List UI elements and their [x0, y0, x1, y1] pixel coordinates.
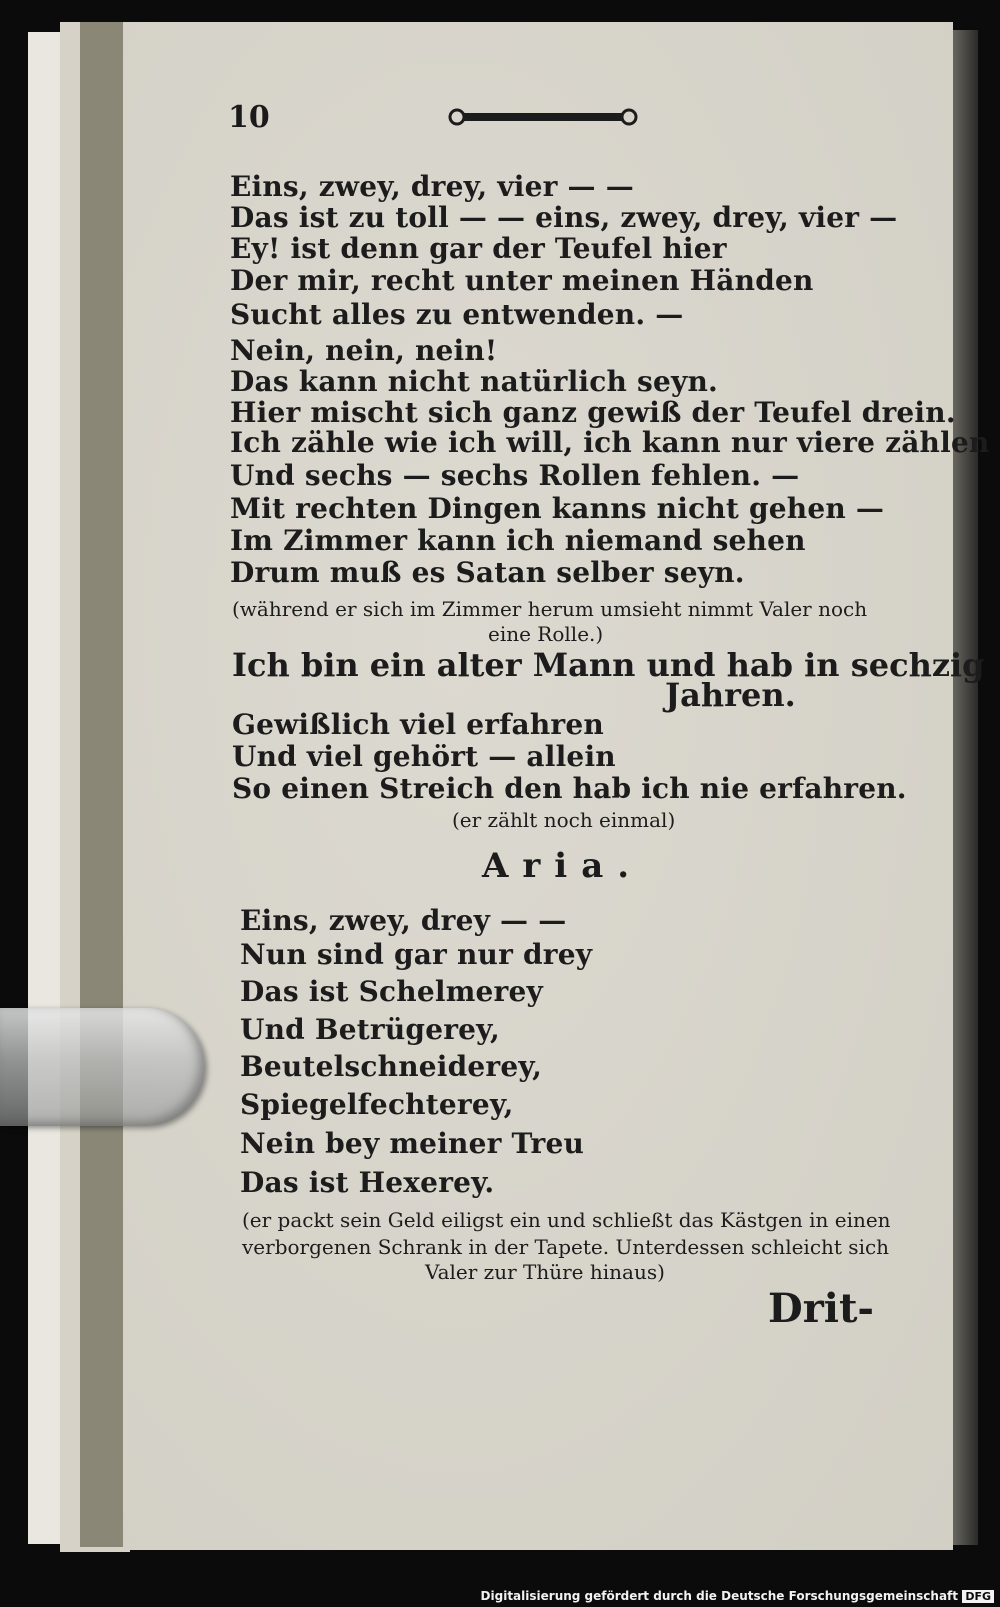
aria-line: Eins, zwey, drey — — [240, 904, 567, 937]
catchword: Drit- [768, 1285, 875, 1332]
dfg-logo: DFG [962, 1590, 994, 1603]
verse-line: Der mir, recht unter meinen Händen [230, 264, 814, 297]
page-right-shadow [950, 30, 978, 1545]
stage-direction: (er zählt noch einmal) [452, 808, 676, 832]
stage-direction: eine Rolle.) [488, 622, 604, 646]
aria-line: Nein bey meiner Treu [240, 1127, 585, 1160]
verse-line: Ich zähle wie ich will, ich kann nur viere zählen [230, 426, 990, 459]
verse-line: Ey! ist denn gar der Teufel hier [230, 232, 727, 265]
verse-line: So einen Streich den hab ich nie erfahren. [232, 772, 907, 805]
verse-line: Sucht alles zu entwenden. — [230, 298, 684, 331]
stage-direction: (während er sich im Zimmer herum umsieht nimmt Valer noch [232, 597, 868, 621]
stage-direction: Valer zur Thüre hinaus) [425, 1260, 665, 1284]
page-number: 10 [228, 100, 270, 135]
verse-line: Nein, nein, nein! [230, 334, 498, 367]
verse-line: Das kann nicht natürlich seyn. [230, 365, 718, 398]
verse-line: Und sechs — sechs Rollen fehlen. — [230, 459, 800, 492]
book-gutter [80, 22, 128, 1547]
aria-line: Spiegelfechterey, [240, 1088, 514, 1121]
aria-line: Nun sind gar nur drey [240, 938, 593, 971]
aria-line: Beutelschneiderey, [240, 1050, 543, 1083]
header-ornament-icon [448, 106, 638, 128]
aria-line: Das ist Hexerey. [240, 1166, 495, 1199]
verse-line: Und viel gehört — allein [232, 740, 616, 773]
verse-line: Drum muß es Satan selber seyn. [230, 556, 745, 589]
verse-line: Hier mischt sich ganz gewiß der Teufel drein. [230, 396, 956, 429]
verse-line: Eins, zwey, drey, vier — — [230, 170, 634, 203]
page-weight-clip [0, 1008, 205, 1126]
stage-direction: (er packt sein Geld eiligst ein und schließt das Kästgen in einen [242, 1208, 891, 1232]
stage-direction: verborgenen Schrank in der Tapete. Unterdessen schleicht sich [242, 1235, 890, 1259]
verse-line: Im Zimmer kann ich niemand sehen [230, 524, 806, 557]
digitization-credit: Digitalisierung gefördert durch die Deutsche Forschungsgemeinschaft [480, 1589, 958, 1603]
aria-heading: Aria. [482, 846, 644, 886]
verse-line: Mit rechten Dingen kanns nicht gehen — [230, 492, 885, 525]
verse-line: Das ist zu toll — — eins, zwey, drey, vier — [230, 201, 898, 234]
aria-line: Und Betrügerey, [240, 1013, 500, 1046]
aria-line: Das ist Schelmerey [240, 975, 543, 1008]
verse-line: Ich bin ein alter Mann und hab in sechzig [232, 646, 985, 684]
verse-line: Gewißlich viel erfahren [232, 708, 604, 741]
verse-line: Jahren. [665, 676, 796, 714]
